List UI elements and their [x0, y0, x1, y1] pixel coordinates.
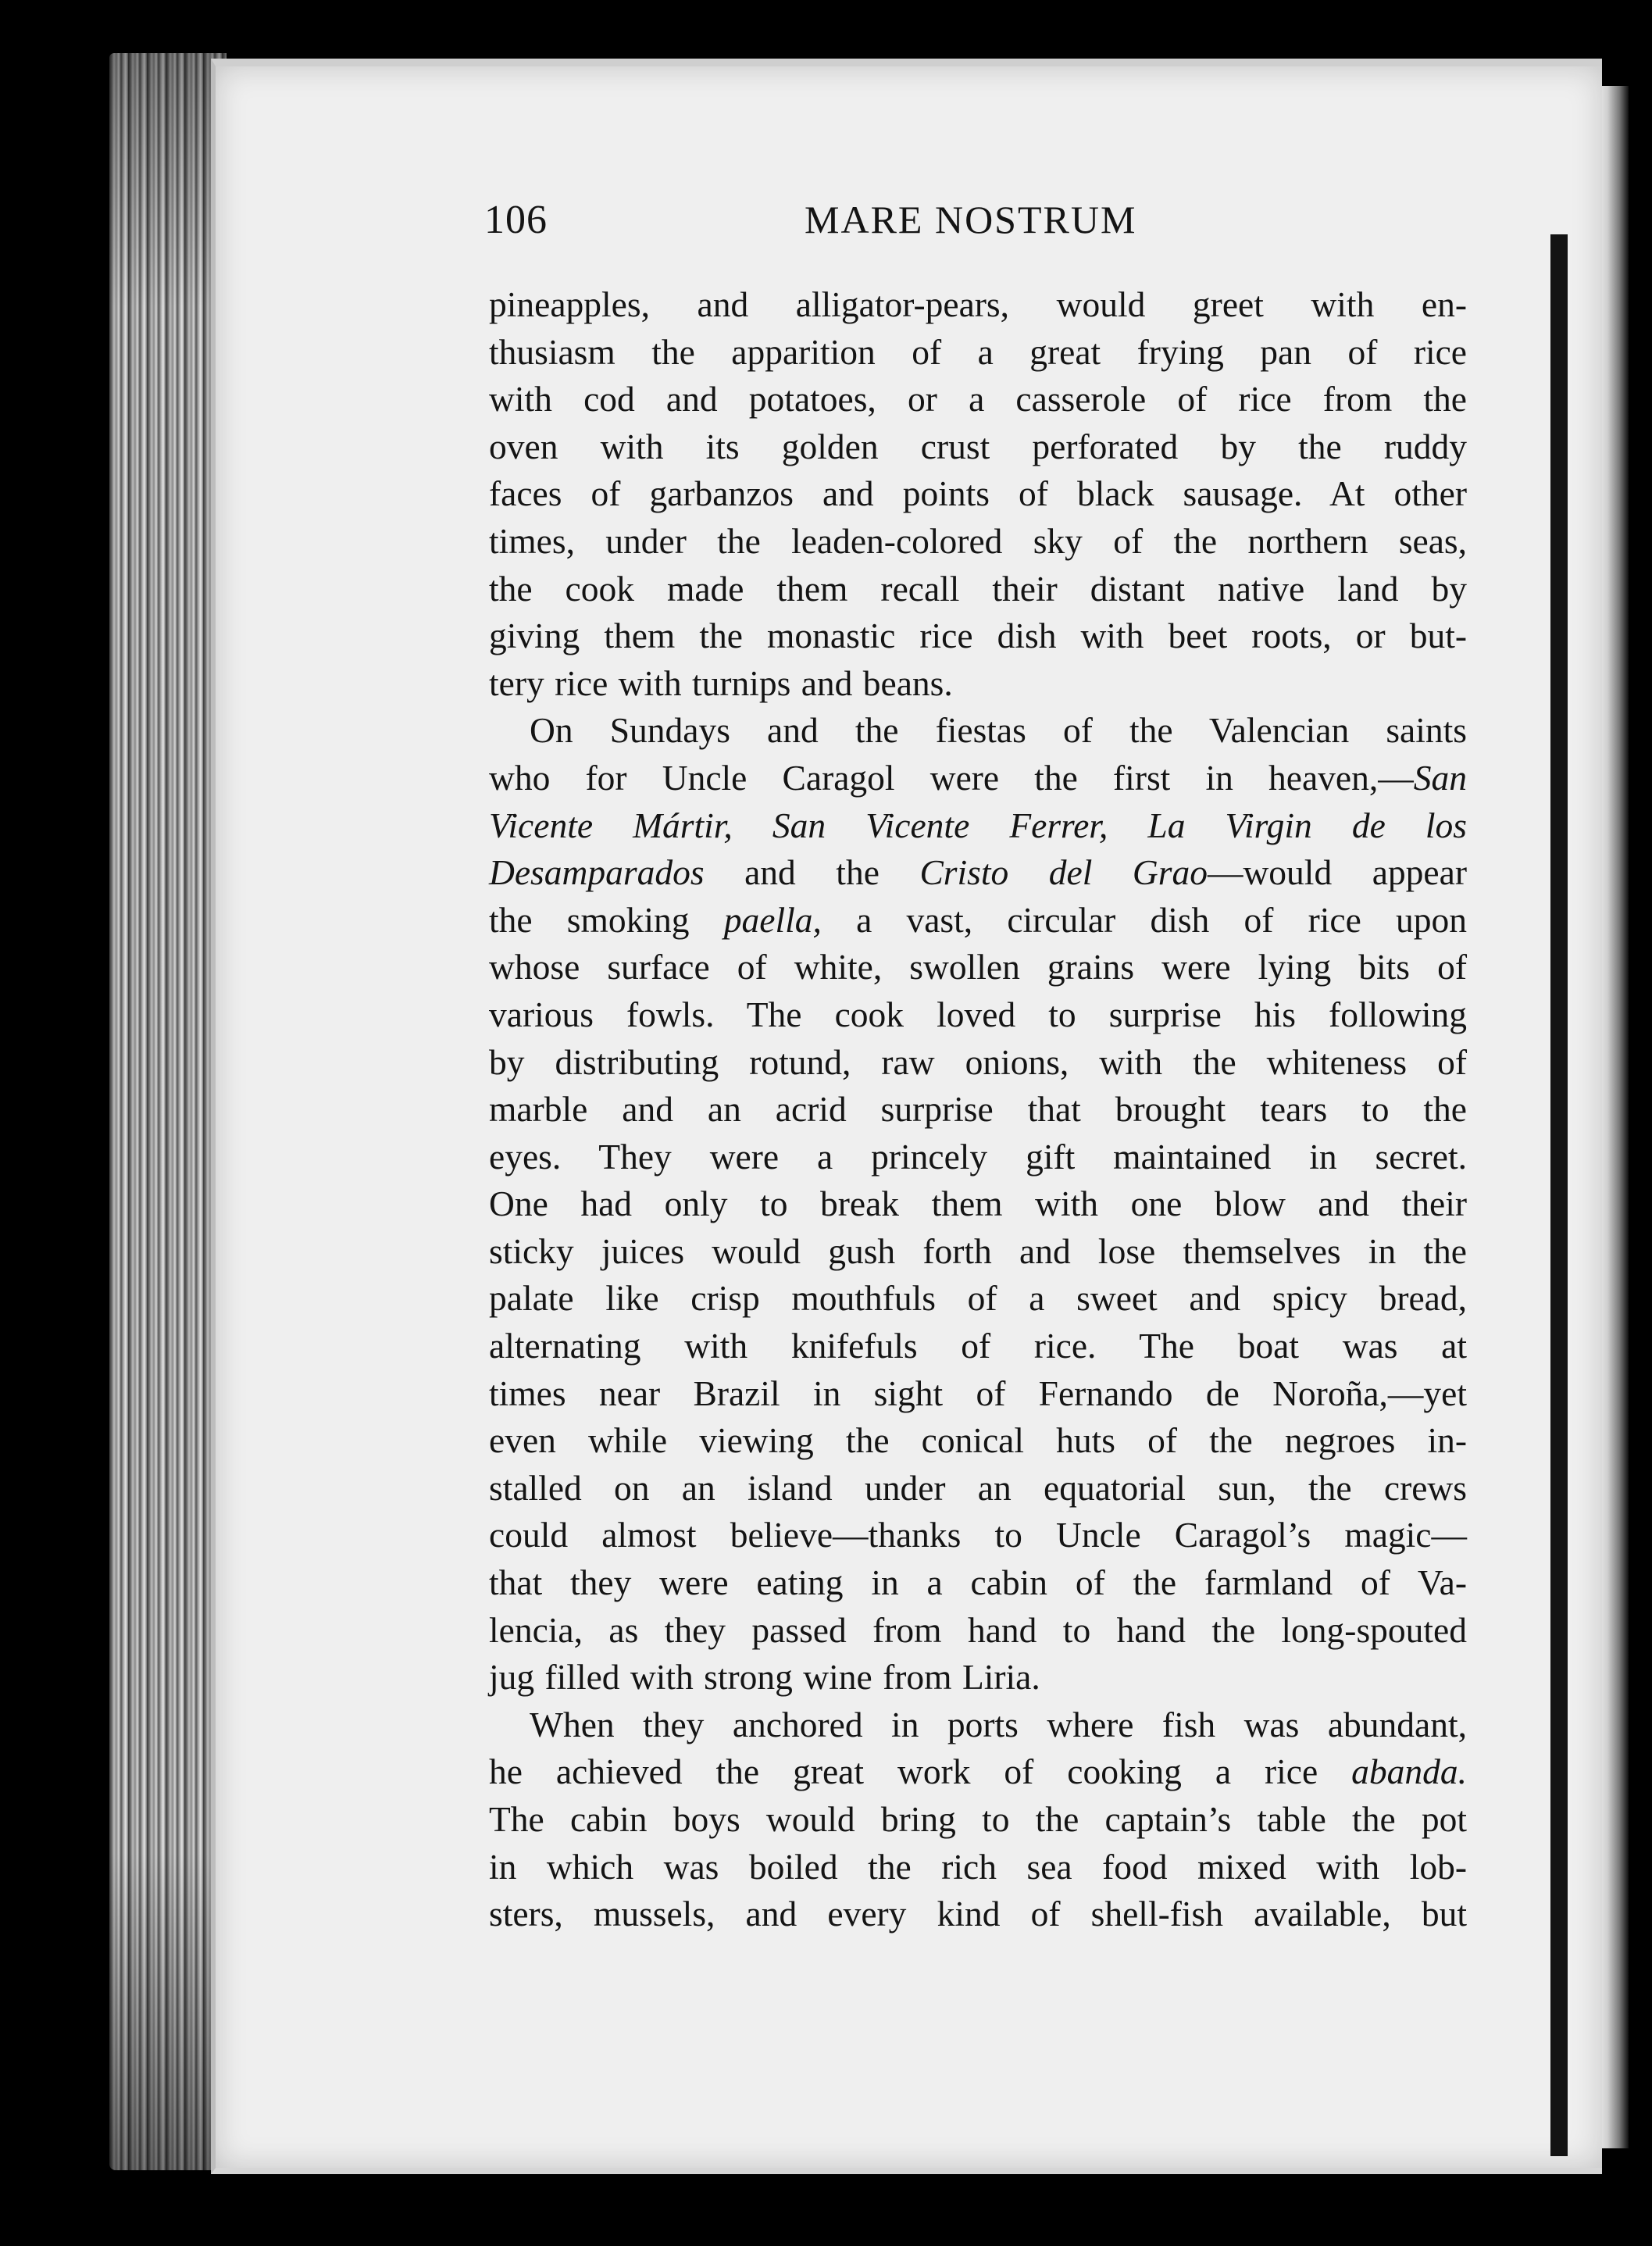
text-span: When they anchored in ports where fish was abundant, [530, 1704, 1467, 1744]
text-line [489, 1607, 1467, 1655]
text-span: sters, mussels, and every kind of shell-fish available, but [489, 1894, 1467, 1934]
text-line [489, 1748, 1467, 1796]
text-span: jug filled with strong wine from Liria. [489, 1657, 1040, 1698]
text-span: The cabin boys would bring to the captain’s table the pot [489, 1799, 1467, 1839]
text-span: could almost believe—thanks to Uncle Caragol’s magic— [489, 1515, 1467, 1555]
text-span: eyes. They were a princely gift maintained in secret. [489, 1136, 1467, 1177]
text-line [489, 1134, 1467, 1181]
italic-text: Cristo del Grao [919, 852, 1208, 893]
text-line [489, 660, 1467, 708]
text-line [489, 1180, 1467, 1228]
text-line [489, 329, 1467, 377]
text-line [489, 897, 1467, 944]
text-line [489, 1370, 1467, 1418]
text-span: marble and an acrid surprise that brought tears to the [489, 1089, 1467, 1130]
book-page-edges [109, 53, 227, 2170]
text-span: and the [704, 852, 920, 893]
text-span: various fowls. The cook loved to surprise his following [489, 994, 1467, 1034]
text-span: stalled on an island under an equatorial sun, the crews [489, 1467, 1467, 1508]
text-line [489, 1559, 1467, 1607]
text-span: the smoking [489, 899, 724, 940]
text-span: whose surface of white, swollen grains were lying bits of [489, 947, 1467, 987]
page-number: 106 [484, 198, 548, 242]
running-head [484, 197, 1461, 252]
italic-text: paella, [723, 899, 822, 940]
text-line [489, 849, 1467, 897]
text-span: One had only to break them with one blow and their [489, 1184, 1467, 1224]
text-line [489, 1323, 1467, 1370]
text-line [489, 566, 1467, 613]
text-span: who for Uncle Caragol were the first in heaven,— [489, 757, 1414, 798]
text-line [489, 376, 1467, 423]
text-line [489, 1512, 1467, 1559]
text-line [489, 755, 1467, 802]
text-span: he achieved the great work of cooking a rice [489, 1751, 1352, 1792]
text-line [489, 423, 1467, 471]
text-span: a vast, circular dish of rice upon [821, 899, 1468, 940]
text-line [489, 1891, 1467, 1938]
text-span: tery rice with turnips and beans. [489, 662, 953, 703]
text-span: —would appear [1207, 852, 1467, 893]
italic-text: abanda. [1351, 1751, 1467, 1792]
text-line [489, 944, 1467, 991]
text-span: sticky juices would gush forth and lose themselves in the [489, 1230, 1467, 1271]
text-span: palate like crisp mouthfuls of a sweet and spicy bread, [489, 1278, 1467, 1319]
text-line [489, 1796, 1467, 1844]
italic-text: San [1413, 757, 1467, 798]
text-line [489, 991, 1467, 1039]
text-line [489, 1654, 1467, 1701]
text-span: times, under the leaden-colored sky of the northern seas, [489, 520, 1467, 561]
text-line [489, 1701, 1467, 1749]
italic-text: Desamparados [489, 852, 705, 893]
text-span: alternating with knifefuls of rice. The boat was at [489, 1326, 1467, 1366]
text-line [489, 612, 1467, 660]
text-span: On Sundays and the fiestas of the Valencian saints [530, 710, 1467, 751]
text-line [489, 1465, 1467, 1512]
gutter-shadow [1550, 234, 1568, 2156]
text-line [489, 470, 1467, 518]
text-span: in which was boiled the rich sea food mixed with lob- [489, 1846, 1467, 1887]
italic-text: Vicente Mártir, San Vicente Ferrer, La Virgin de los [489, 805, 1467, 845]
text-line [489, 1844, 1467, 1891]
text-line [489, 1086, 1467, 1134]
text-span: faces of garbanzos and points of black sausage. At other [489, 473, 1467, 514]
book-title: MARE NOSTRUM [805, 198, 1137, 241]
text-span: pineapples, and alligator-pears, would greet with en- [489, 284, 1467, 324]
text-line [489, 802, 1467, 850]
text-span: by distributing rotund, raw onions, with the whiteness of [489, 1041, 1467, 1082]
text-line [489, 1417, 1467, 1465]
text-span: lencia, as they passed from hand to hand the long-spouted [489, 1609, 1467, 1650]
body-text [489, 281, 1467, 1938]
text-span: with cod and potatoes, or a casserole of rice from the [489, 379, 1467, 420]
text-span: giving them the monastic rice dish with beet roots, or but- [489, 616, 1467, 656]
text-line [489, 707, 1467, 755]
text-line [489, 281, 1467, 329]
text-span: thusiasm the apparition of a great frying pan of rice [489, 331, 1467, 372]
text-span: the cook made them recall their distant native land by [489, 568, 1467, 609]
text-span: oven with its golden crust perforated by the ruddy [489, 426, 1467, 466]
text-span: times near Brazil in sight of Fernando de Noroña,—yet [489, 1373, 1467, 1413]
text-span: even while viewing the conical huts of the negroes in- [489, 1420, 1467, 1461]
text-line [489, 1039, 1467, 1087]
text-line [489, 518, 1467, 566]
text-line [489, 1228, 1467, 1276]
text-line [489, 1275, 1467, 1323]
text-span: that they were eating in a cabin of the farmland of Va- [489, 1562, 1467, 1603]
